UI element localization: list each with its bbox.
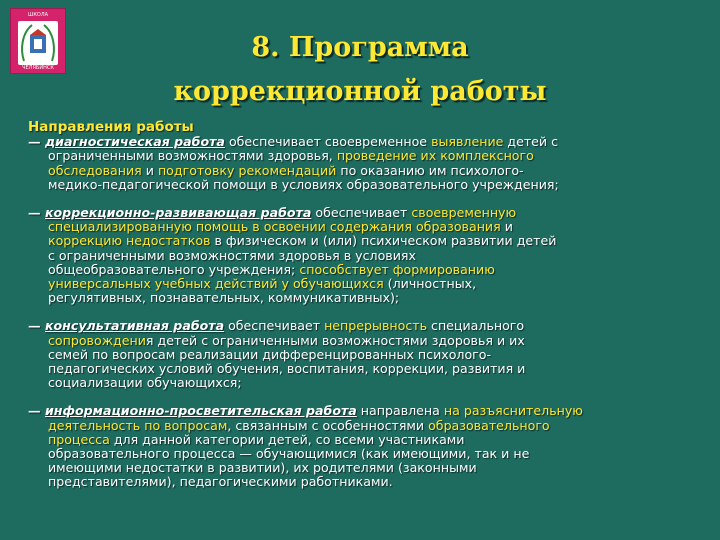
highlighted-text: деятельность по вопросам	[48, 417, 228, 433]
body-text: обеспечивает своевременное	[224, 134, 432, 150]
work-type-label: диагностическая работа	[44, 134, 225, 150]
slide-content	[28, 120, 688, 504]
body-text: для данной категории детей, со всеми участниками	[109, 431, 465, 447]
work-direction-paragraph	[28, 319, 688, 390]
paragraph-line	[28, 447, 688, 461]
slide-title	[60, 26, 660, 114]
body-text: образовательного процесса — обучающимися (как имеющими, так и не	[48, 446, 530, 462]
paragraph-line	[28, 220, 688, 234]
highlighted-text: универсальных учебных действий у обучающихся	[48, 276, 384, 292]
paragraph-line	[28, 319, 688, 333]
body-text: представителями), педагогическими работниками.	[48, 474, 393, 490]
dash-marker: —	[28, 205, 45, 221]
highlighted-text: проведение их комплексного	[336, 148, 534, 164]
highlighted-text: непрерывность	[324, 318, 428, 334]
work-type-label: коррекционно-развивающая работа	[44, 205, 312, 221]
school-logo	[10, 8, 66, 74]
highlighted-text: способствует формированию	[299, 261, 495, 277]
paragraph-line	[28, 461, 688, 475]
highlighted-text: обследования	[48, 162, 142, 178]
body-text: социализации обучающихся;	[48, 375, 242, 391]
paragraph-line	[28, 404, 688, 418]
work-direction-paragraph	[28, 135, 688, 192]
paragraph-line	[28, 475, 688, 489]
highlighted-text: сопровождени	[48, 332, 146, 348]
body-text: семей по вопросам реализации дифференцированных психолого-	[48, 346, 492, 362]
paragraph-line	[28, 291, 688, 305]
paragraph-line	[28, 362, 688, 376]
highlighted-text: подготовку рекомендаций	[157, 162, 337, 178]
paragraph-line	[28, 206, 688, 220]
section-heading: Направления работы	[28, 119, 194, 135]
body-text: обеспечивает	[311, 205, 412, 221]
paragraph-line	[28, 348, 688, 362]
title-line-1: 8. Программа	[251, 32, 469, 63]
paragraph-line	[28, 419, 688, 433]
body-text: общеобразовательного учреждения;	[48, 261, 300, 277]
body-text: регулятивных, познавательных, коммуникативных);	[48, 290, 400, 306]
body-text: и	[500, 219, 513, 235]
paragraph-line	[28, 178, 688, 192]
dash-marker: —	[28, 318, 45, 334]
body-text: направлена	[356, 403, 444, 419]
logo-bottom-text: ЧЕЛЯБИНСК	[22, 65, 54, 71]
body-text: я детей с ограниченными возможностями здоровья и их	[145, 332, 525, 348]
logo-top-text: ШКОЛА	[27, 12, 48, 18]
paragraph-line	[28, 277, 688, 291]
title-line-2: коррекционной работы	[173, 76, 547, 107]
body-text: педагогических условий обучения, воспитания, коррекции, развития и	[48, 361, 526, 377]
highlighted-text: своевременную	[411, 205, 517, 221]
paragraph-line	[28, 334, 688, 348]
dash-marker: —	[28, 134, 45, 150]
paragraph-line	[28, 263, 688, 277]
body-text: (личностных,	[383, 276, 477, 292]
paragraph-line	[28, 433, 688, 447]
body-text: специального	[427, 318, 525, 334]
body-text: обеспечивает	[224, 318, 325, 334]
paragraph-line	[28, 234, 688, 248]
body-text: по оказанию им психолого-	[336, 162, 524, 178]
work-type-label: консультативная работа	[44, 318, 225, 334]
highlighted-text: процесса	[48, 431, 110, 447]
body-text: , связанным с особенностями	[227, 417, 429, 433]
work-type-label: информационно-просветительская работа	[44, 403, 357, 419]
paragraph-line	[28, 249, 688, 263]
paragraph-line	[28, 164, 688, 178]
paragraph-line	[28, 376, 688, 390]
highlighted-text: образовательного	[428, 417, 550, 433]
paragraph-line	[28, 149, 688, 163]
body-text: детей с	[503, 134, 559, 150]
body-text: медико-педагогической помощи в условиях образовательного учреждения;	[48, 176, 559, 192]
highlighted-text: выявление	[431, 134, 504, 150]
work-direction-paragraph	[28, 404, 688, 489]
body-text: имеющими недостатки в развитии), их родителями (законными	[48, 460, 477, 476]
logo-emblem	[18, 21, 58, 65]
highlighted-text: на разъяснительную	[443, 403, 583, 419]
body-text: ограниченными возможностями здоровья,	[48, 148, 337, 164]
paragraph-line	[28, 135, 688, 149]
dash-marker: —	[28, 403, 45, 419]
highlighted-text: специализированную помощь в освоении содержания образования	[48, 219, 501, 235]
highlighted-text: коррекцию недостатков	[48, 233, 211, 249]
emblem-icon	[18, 21, 58, 65]
body-text: в физическом и (или) психическом развитии детей	[210, 233, 557, 249]
work-direction-paragraph	[28, 206, 688, 305]
body-text: с ограниченными возможностями здоровья в условиях	[48, 247, 416, 263]
body-text: и	[141, 162, 158, 178]
paragraph-list	[28, 135, 688, 489]
